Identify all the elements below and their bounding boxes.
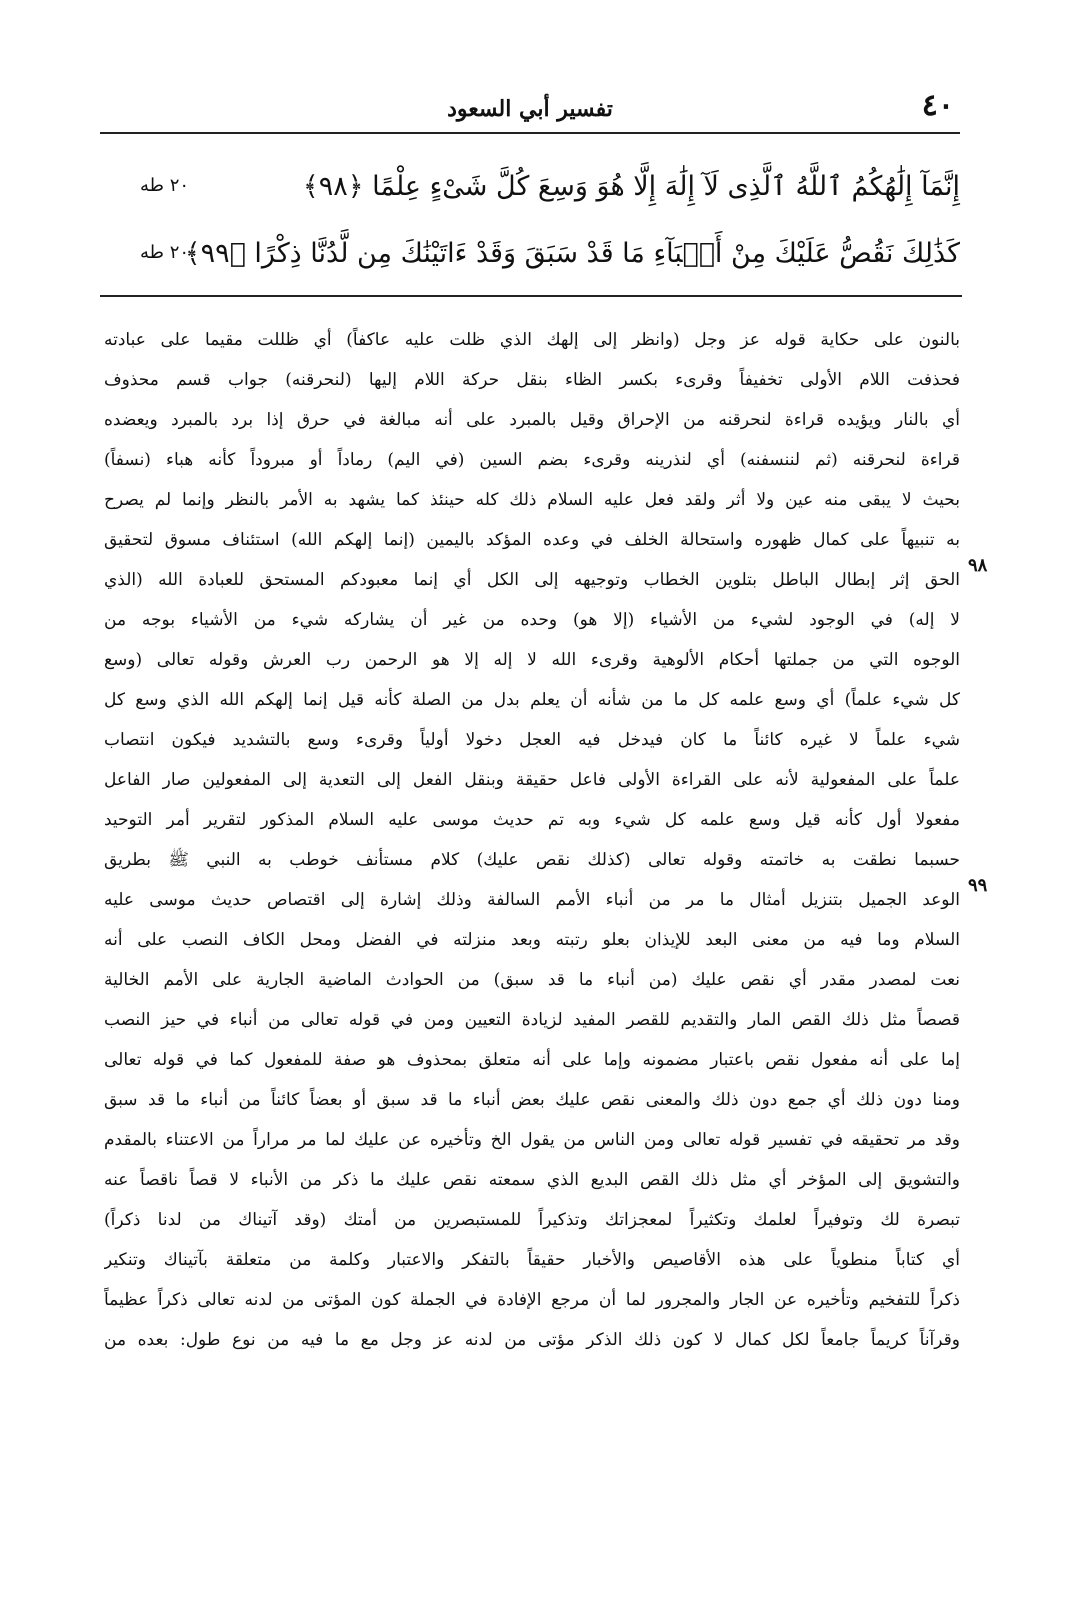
commentary-line: شيء علماً لا غيره كائناً ما كان فيدخل فيه العجل دخولا أولياً وقرىء وسع بالتشديد فيكون انتصاب — [104, 730, 960, 750]
commentary-line: وقرآناً كريماً جامعاً لكل كمال لا كون ذلك الذكر مؤتى من لدنه عز وجل مع ما فيه من نوع طول: بعده من — [104, 1330, 960, 1350]
page-header — [100, 88, 960, 134]
verse-text: كَذَٰلِكَ نَقُصُّ عَلَيْكَ مِنْ أَنۢبَآءِ مَا قَدْ سَبَقَ وَقَدْ ءَاتَيْنَٰكَ مِن لَّدُنَّا ذِكْرًا ﴿٩٩﴾ — [184, 238, 960, 269]
commentary-line: ذكراً للتفخيم وتأخيره عن الجار والمجرور لما أن مرجع الإفادة في الجملة كون المؤتى من لدنه تعالى ذكراً عظيماً — [104, 1290, 960, 1310]
page-number: ٤٠ — [921, 88, 954, 123]
commentary-line: به تنبيهاً على كمال ظهوره واستحالة الخلف في وعده المؤكد باليمين (إنما إلهكم الله) استئناف مسوق لتحقيق — [104, 530, 960, 550]
commentary-line: الوجوه التي من جملتها أحكام الألوهية وقرىء الله لا إله إلا هو الرحمن رب العرش وقوله تعالى (وسع — [104, 650, 960, 670]
commentary-line: أي بالنار ويؤيده قراءة لنحرقنه من الإحراق وقيل بالمبرد على أنه مبالغة في حرق إذا برد بالمبرد ويعضده — [104, 410, 960, 430]
verse-number-99: ٩٩ — [968, 875, 988, 896]
section-divider — [100, 295, 962, 297]
verse-text: إِنَّمَآ إِلَٰهُكُمُ ٱللَّهُ ٱلَّذِى لَآ إِلَٰهَ إِلَّا هُوَ وَسِعَ كُلَّ شَىْءٍ عِلْمًا ﴿٩٨﴾ — [302, 171, 960, 202]
verse-reference: ٢٠ طه — [140, 242, 190, 263]
commentary-line: نعت لمصدر مقدر أي نقص عليك (من أنباء ما قد سبق) من الحوادث الماضية الجارية على الأمم الخالية — [104, 970, 960, 990]
commentary-line: بحيث لا يبقى منه عين ولا أثر ولقد فعل عليه السلام ذلك كله حينئذ كما يشهد به الأمر بالنظر وإنما لم يصرح — [104, 490, 960, 510]
commentary-line: ومنا دون ذلك أي جمع دون ذلك والمعنى نقص عليك بعض أنباء ما قد سبق أو بعضاً كائناً من أنباء ما قد سبق — [104, 1090, 960, 1110]
commentary-line: قراءة لنحرقنه (ثم لننسفنه) أي لنذرينه وقرىء بضم السين (في اليم) رماداً أو مبروداً كأنه هباء (نسفاً) — [104, 450, 960, 470]
commentary-line: الحق إثر إبطال الباطل بتلوين الخطاب وتوجيهه إلى الكل أي إنما معبودكم المستحق للعبادة الله (الذي — [104, 570, 960, 590]
commentary-line: أي كتاباً منطوياً على هذه الأقاصيص والأخبار حقيقاً بالتفكر والاعتبار وكلمة من متعلقة بآتيناك وتنكير — [104, 1250, 960, 1270]
commentary-line: وقد مر تحقيقه في تفسير قوله تعالى ومن الناس من يقول الخ وتأخيره عن عليك لما مر مراراً من الاعتناء بالمقدم — [104, 1130, 960, 1150]
commentary-line: كل شيء علماً) أي وسع علمه كل ما من شأنه أن يعلم بدل من الصلة كأنه قيل إنما إلهكم الله الذي وسع كل — [104, 690, 960, 710]
commentary-line: والتشويق إلى المؤخر أي مثل ذلك القص البديع الذي سمعته نقص عليك ما ذكر من الأنباء لا قصاً ناقصاً عنه — [104, 1170, 960, 1190]
commentary-line: مفعولا أول كأنه قيل وسع علمه كل شيء وبه تم حديث موسى عليه السلام المذكور لتقرير أمر التوحيد — [104, 810, 960, 830]
quran-verse-98 — [100, 165, 960, 215]
commentary-line: حسبما نطقت به خاتمته وقوله تعالى (كذلك نقص عليك) كلام مستأنف خوطب به النبي ﷺ بطريق — [104, 850, 960, 870]
running-title: تفسير أبي السعود — [447, 96, 613, 122]
commentary-line: فحذفت اللام الأولى تخفيفاً وقرىء بكسر الظاء بنقل حركة اللام إليها (لنحرقنه) جواب قسم محذوف — [104, 370, 960, 390]
commentary-line: علماً على المفعولية لأنه على القراءة الأولى فاعل حقيقة وبنقل الفعل إلى التعدية إلى المفعولين صار الفاعل — [104, 770, 960, 790]
commentary-text — [104, 320, 960, 1360]
commentary-line: قصصاً مثل ذلك القص المار والتقديم للقصر المفيد لزيادة التعيين ومن في قوله تعالى من أنباء في حيز النصب — [104, 1010, 960, 1030]
commentary-line: السلام وما فيه من معنى البعد للإيذان بعلو رتبته وبعد منزلته في الفضل ومحل الكاف النصب على أنه — [104, 930, 960, 950]
commentary-line: لا إله) في الوجود لشيء من الأشياء (إلا هو) وحده من غير أن يشاركه شيء من الأشياء بوجه من — [104, 610, 960, 630]
commentary-line: الوعد الجميل بتنزيل أمثال ما مر من أنباء الأمم السالفة وذلك إشارة إلى اقتصاص حديث موسى عليه — [104, 890, 960, 910]
verse-number-98: ٩٨ — [968, 555, 988, 576]
commentary-line: إما على أنه مفعول نقص باعتبار مضمونه وإما على أنه متعلق بمحذوف هو صفة للمفعول كما في قوله تعالى — [104, 1050, 960, 1070]
quran-verse-99 — [100, 232, 960, 282]
commentary-line: بالنون على حكاية قوله عز وجل (وانظر إلى إلهك الذي ظلت عليه عاكفاً) أي ظللت مقيما على عبادته — [104, 330, 960, 350]
commentary-line: تبصرة لك وتوفيراً لعلمك وتكثيراً لمعجزاتك وتذكيراً للمستبصرين من أمتك (وقد آتيناك من لدنا ذكراً) — [104, 1210, 960, 1230]
verse-reference: ٢٠ طه — [140, 175, 190, 196]
